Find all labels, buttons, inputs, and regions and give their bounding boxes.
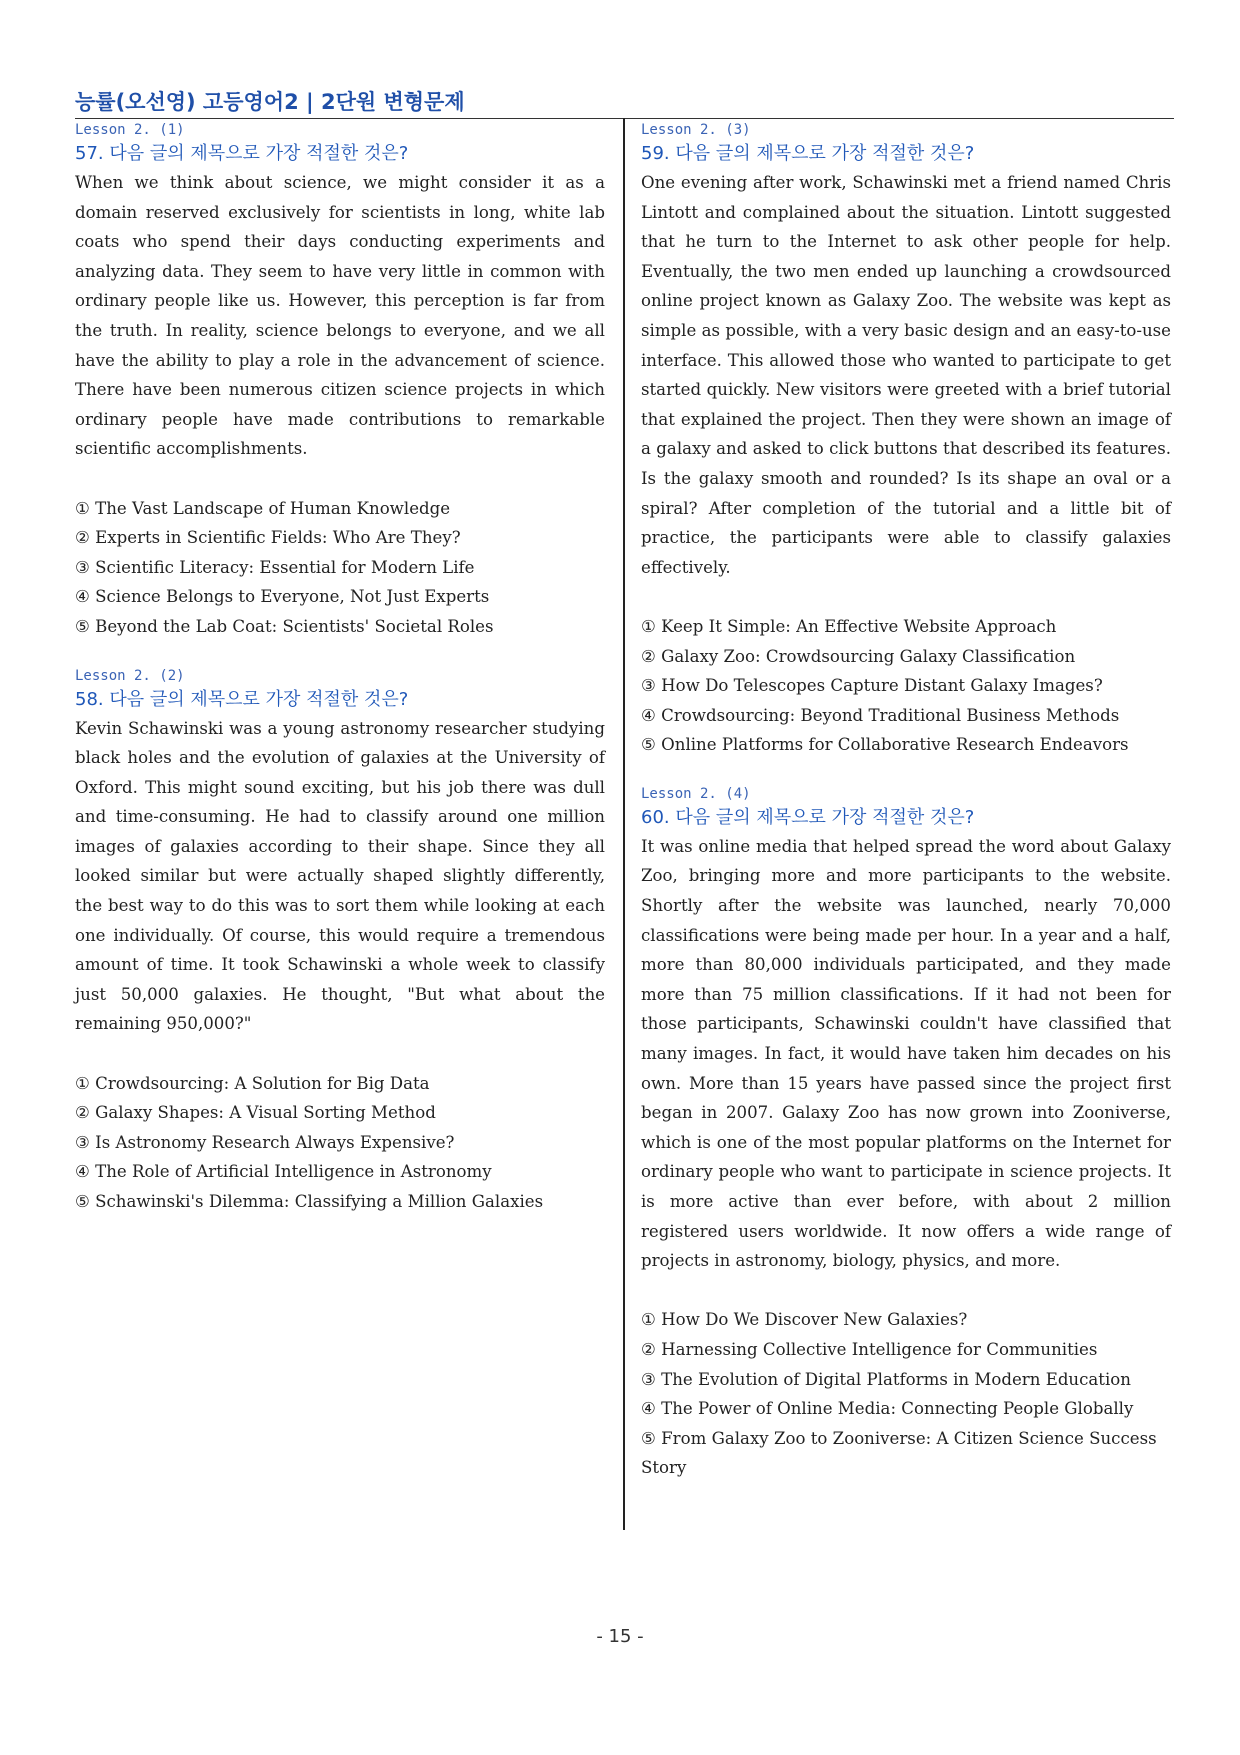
answer-option: ② Galaxy Zoo: Crowdsourcing Galaxy Classification xyxy=(641,646,1076,666)
answer-option: ⑤ Online Platforms for Collaborative Research Endeavors xyxy=(641,735,1129,755)
answer-option: ③ The Evolution of Digital Platforms in Modern Education xyxy=(641,1369,1131,1389)
lesson-label: Lesson 2. (4) xyxy=(641,785,751,802)
passage-text: It was online media that helped spread the word about Galaxy Zoo, bringing more and more participants to the website. Shortly after the website was launched, nearly 70,000 classifications were being made per hour. In a year and a half, more than 80,000 individuals participated, and they made more than 75 million classifications. If it had not been for those participants, Schawinski couldn't have classified that many images. In fact, it would have taken him decades on his own. More than 15 years have passed since the project first began in 2007. Galaxy Zoo has now grown into Zooniverse, which is one of the most popular platforms on the Internet for ordinary people who want to participate in science projects. It is more active than ever before, with about 2 million registered users worldwide. It now offers a wide range of projects in astronomy, biology, physics, and more. xyxy=(641,836,1171,1271)
answer-option: ④ The Power of Online Media: Connecting People Globally xyxy=(641,1399,1134,1419)
passage-text: Kevin Schawinski was a young astronomy researcher studying black holes and the evolution of galaxies at the University of Oxford. This might sound exciting, but his job there was dull and time-consuming. He had to classify around one million images of galaxies according to their shape. Since they all looked similar but were actually shaped slightly differently, the best way to do this was to sort them while looking at each one individually. Of course, this would require a tremendous amount of time. It took Schawinski a whole week to classify just 50,000 galaxies. He thought, "But what about the remaining 950,000?" xyxy=(75,718,605,1034)
answer-option: ③ Is Astronomy Research Always Expensive? xyxy=(75,1132,455,1152)
question-block-60 xyxy=(641,784,1171,1483)
lesson-label: Lesson 2. (3) xyxy=(641,122,751,138)
answer-option: ① How Do We Discover New Galaxies? xyxy=(641,1310,968,1330)
lesson-label: Lesson 2. (1) xyxy=(75,122,185,138)
column-divider xyxy=(623,118,625,1530)
answer-options xyxy=(641,612,1171,760)
answer-options xyxy=(75,1069,605,1217)
answer-option: ② Harnessing Collective Intelligence for Communities xyxy=(641,1339,1098,1359)
answer-option: ④ The Role of Artificial Intelligence in Astronomy xyxy=(75,1162,492,1182)
question-title: 59. 다음 글의 제목으로 가장 적절한 것은? xyxy=(641,143,975,164)
question-title: 58. 다음 글의 제목으로 가장 적절한 것은? xyxy=(75,688,409,710)
passage-text: One evening after work, Schawinski met a friend named Chris Lintott and complained about the situation. Lintott suggested that he turn to the Internet to ask other people for help. Eventually, the two men ended up launching a crowdsourced online project known as Galaxy Zoo. The website was kept as simple as possible, with a very basic design and an easy-to-use interface. This allowed those who wanted to participate to get started quickly. New visitors were greeted with a brief tutorial that explained the project. Then they were shown an image of a galaxy and asked to click buttons that described its features. Is the galaxy smooth and rounded? Is its shape an oval or a spiral? After completion of the tutorial and a little bit of practice, the participants were able to classify galaxies effectively. xyxy=(641,173,1171,577)
question-block-57 xyxy=(75,120,605,642)
page-number: - 15 - xyxy=(596,1626,644,1647)
answer-option: ② Experts in Scientific Fields: Who Are They? xyxy=(75,528,461,548)
answer-option: ① Keep It Simple: An Effective Website Approach xyxy=(641,616,1057,636)
question-block-58 xyxy=(75,666,605,1217)
answer-option: ③ How Do Telescopes Capture Distant Galaxy Images? xyxy=(641,676,1103,696)
question-block-59 xyxy=(641,120,1171,760)
lesson-label: Lesson 2. (2) xyxy=(75,667,185,684)
answer-option: ⑤ Beyond the Lab Coat: Scientists' Societal Roles xyxy=(75,616,494,636)
answer-option: ⑤ From Galaxy Zoo to Zooniverse: A Citizen Science Success Story xyxy=(641,1428,1157,1478)
question-title: 57. 다음 글의 제목으로 가장 적절한 것은? xyxy=(75,143,409,164)
answer-option: ① The Vast Landscape of Human Knowledge xyxy=(75,498,451,518)
question-title: 60. 다음 글의 제목으로 가장 적절한 것은? xyxy=(641,806,975,828)
passage-text: When we think about science, we might consider it as a domain reserved exclusively for scientists in long, white lab coats who spend their days conducting experiments and analyzing data. They seem to have very little in common with ordinary people like us. However, this perception is far from the truth. In reality, science belongs to everyone, and we all have the ability to play a role in the advancement of science. There have been numerous citizen science projects in which ordinary people have made contributions to remarkable scientific accomplishments. xyxy=(75,173,605,459)
answer-options xyxy=(641,1305,1171,1483)
page-header-title: 능률(오선영) 고등영어2 | 2단원 변형문제 xyxy=(75,90,465,114)
answer-option: ⑤ Schawinski's Dilemma: Classifying a Million Galaxies xyxy=(75,1192,544,1211)
right-column xyxy=(641,120,1171,1483)
left-column xyxy=(75,120,605,1217)
answer-option: ① Crowdsourcing: A Solution for Big Data xyxy=(75,1073,430,1093)
answer-option: ④ Crowdsourcing: Beyond Traditional Business Methods xyxy=(641,705,1120,725)
answer-options xyxy=(75,494,605,642)
answer-option: ④ Science Belongs to Everyone, Not Just Experts xyxy=(75,587,490,607)
answer-option: ③ Scientific Literacy: Essential for Modern Life xyxy=(75,557,475,577)
answer-option: ② Galaxy Shapes: A Visual Sorting Method xyxy=(75,1103,436,1123)
